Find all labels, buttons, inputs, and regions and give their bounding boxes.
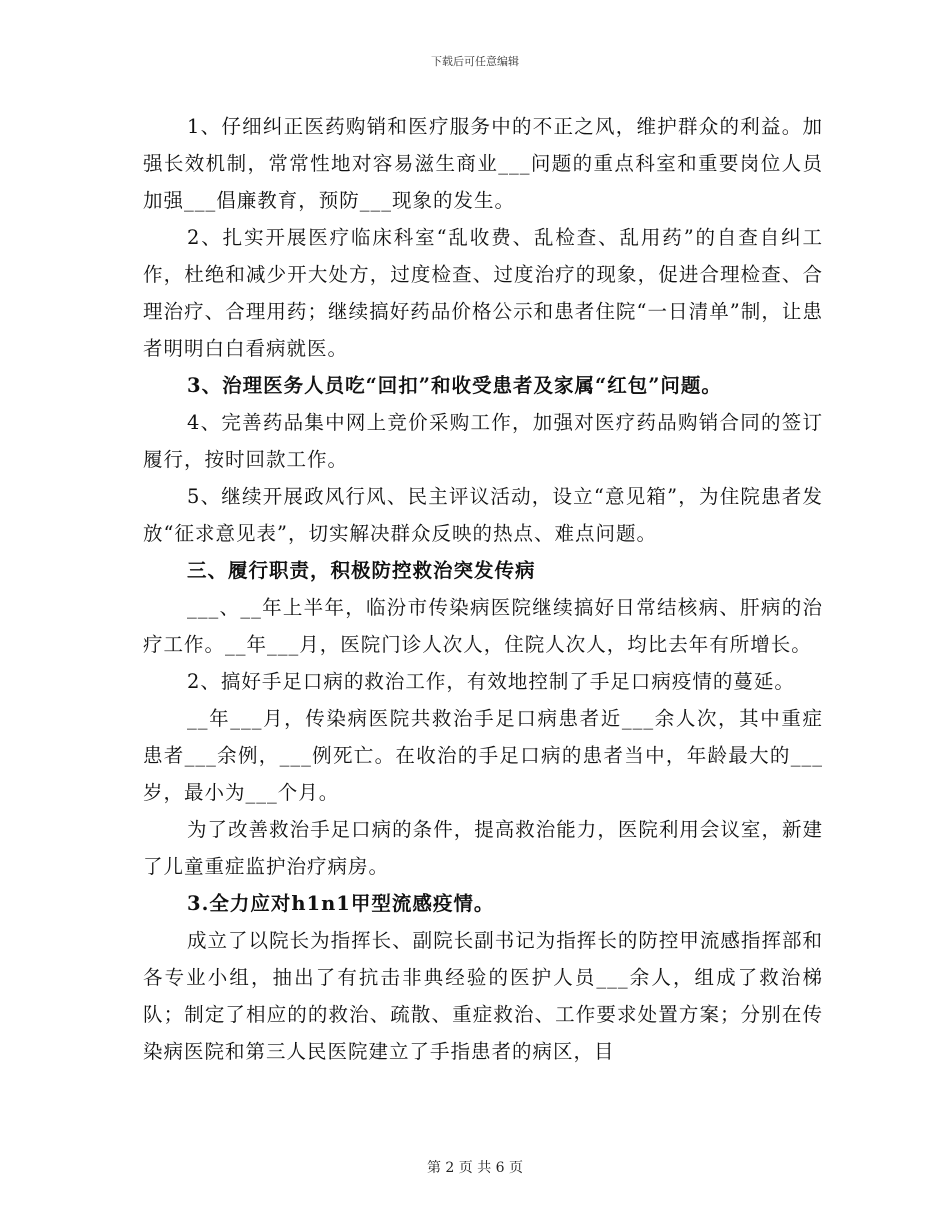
paragraph-item-3-heading: 3、治理医务人员吃“回扣”和收受患者及家属“红包”问题。 [187,374,722,397]
section-heading-3: 三、履行职责，积极防控救治突发传病 [187,559,536,582]
paragraph-item-1: 1、仔细纠正医药购销和医疗服务中的不正之风，维护群众的利益。加强长效机制，常常性地对容易滋生商业___问题的重点科室和重要岗位人员加强___倡廉教育，预防___现象的发生。 [143,115,823,212]
paragraph-hfmd-stats: __年___月，传染病医院共救治手足口病患者近___余人次，其中重症患者___余例，___例死亡。在收治的手足口病的患者当中，年龄最大的___岁，最小为___个月。 [143,707,823,804]
paragraph-item-5: 5、继续开展政风行风、民主评议活动，设立“意见箱”，为住院患者发放“征求意见表”，切实解决群众反映的热点、难点问题。 [143,485,823,545]
paragraph-hfmd-ward: 为了改善救治手足口病的条件，提高救治能力，医院利用会议室，新建了儿童重症监护治疗病房。 [143,818,823,878]
paragraph-outpatient: ___、__年上半年，临汾市传染病医院继续搞好日常结核病、肝病的治疗工作。__年___月，医院门诊人次人，住院人次人，均比去年有所增长。 [143,596,823,656]
document-body [143,108,823,1070]
page-number: 第 2 页 共 6 页 [426,1160,524,1176]
paragraph-h1n1-command: 成立了以院长为指挥长、副院长副书记为指挥长的防控甲流感指挥部和各专业小组，抽出了有抗击非典经验的医护人员___余人，组成了救治梯队；制定了相应的的救治、疏散、重症救治、工作要求处置方案；分别在传染病医院和第三人民医院建立了手指患者的病区，目 [143,929,823,1063]
paragraph-item-4: 4、完善药品集中网上竞价采购工作，加强对医疗药品购销合同的签订履行，按时回款工作。 [143,411,823,471]
header-note: 下载后可任意编辑 [431,55,519,68]
paragraph-item-2: 2、扎实开展医疗临床科室“乱收费、乱检查、乱用药”的自查自纠工作，杜绝和减少开大处方，过度检查、过度治疗的现象，促进合理检查、合理治疗、合理用药；继续搞好药品价格公示和患者住院“一日清单”制，让患者明明白白看病就医。 [143,226,823,360]
paragraph-hfmd: 2、搞好手足口病的救治工作，有效地控制了手足口病疫情的蔓延。 [187,670,795,693]
paragraph-h1n1-heading: 3.全力应对h1n1甲型流感疫情。 [187,892,495,915]
